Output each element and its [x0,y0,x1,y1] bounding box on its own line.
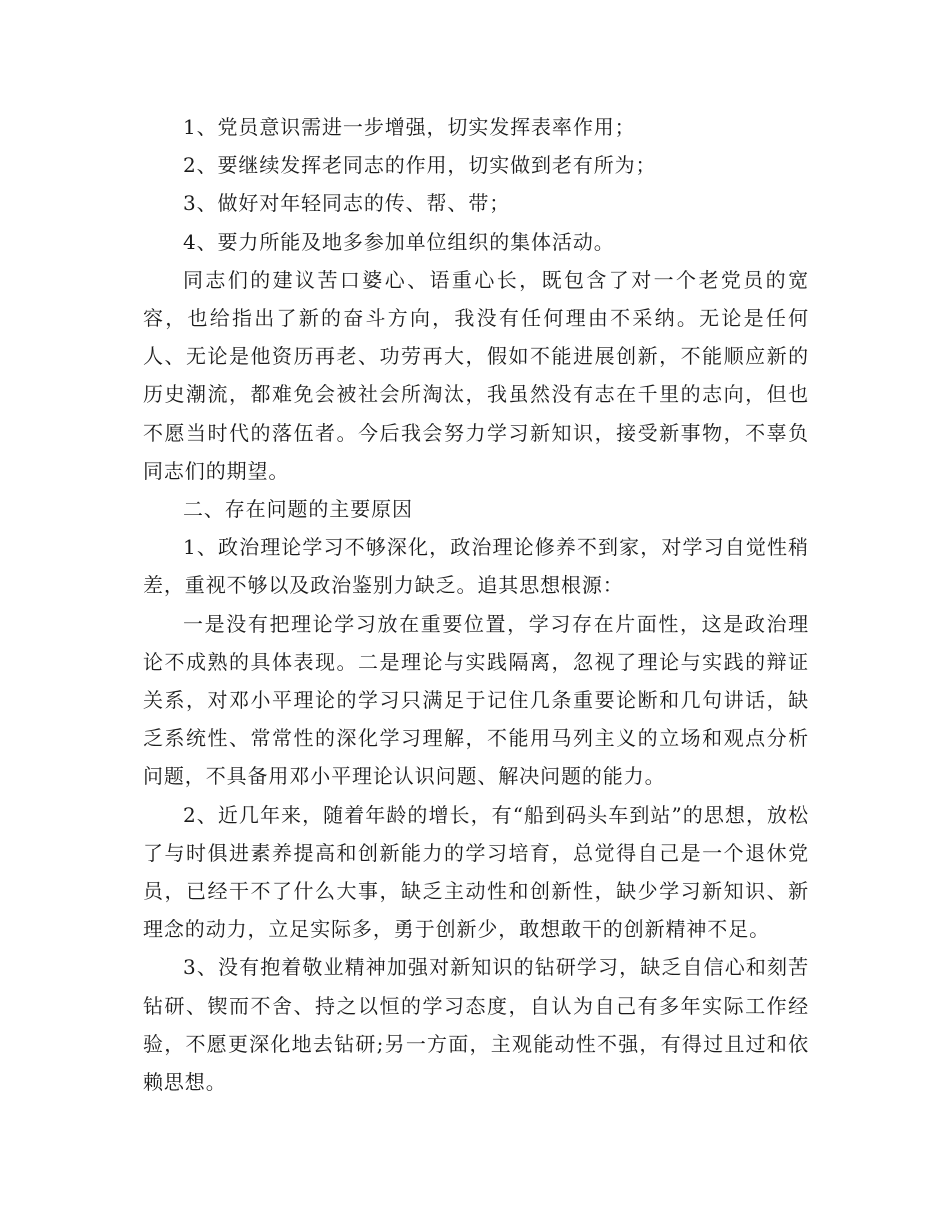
paragraph-10: 3、没有抱着敬业精神加强对新知识的钻研学习，缺乏自信心和刻苦钻研、锲而不舍、持之以恒的学习态度，自认为自己有多年实际工作经验，不愿更深化地去钻研;另一方面，主观能动性不强，有得过且过和依赖思想。 [143,955,809,1095]
paragraph-3: 3、做好对年轻同志的传、帮、带； [183,191,511,216]
paragraph-5: 同志们的建议苦口婆心、语重心长，既包含了对一个老党员的宽容，也给指出了新的奋斗方向，我没有任何理由不采纳。无论是任何人、无论是他资历再老、功劳再大，假如不能进展创新，不能顺应新的历史潮流，都难免会被社会所淘汰，我虽然没有志在千里的志向，但也不愿当时代的落伍者。今后我会努力学习新知识，接受新事物，不辜负同志们的期望。 [143,267,809,483]
document-page [143,108,809,1101]
section-heading: 二、存在问题的主要原因 [183,497,413,522]
paragraph-8: 一是没有把理论学习放在重要位置，学习存在片面性，这是政治理论不成熟的具体表现。二是理论与实践隔离，忽视了理论与实践的辩证关系，对邓小平理论的学习只满足于记住几条重要论断和几句讲话，缺乏系统性、常常性的深化学习理解，不能用马列主义的立场和观点分析问题，不具备用邓小平理论认识问题、解决问题的能力。 [143,611,809,789]
paragraph-2: 2、要继续发挥老同志的作用，切实做到老有所为； [183,153,657,178]
paragraph-4: 4、要力所能及地多参加单位组织的集体活动。 [183,229,615,254]
paragraph-9: 2、近几年来，随着年龄的增长，有“船到码头车到站”的思想，放松了与时俱进素养提高和创新能力的学习培育，总觉得自己是一个退休党员，已经干不了什么大事，缺乏主动性和创新性，缺少学习新知识、新理念的动力，立足实际多，勇于创新少，敢想敢干的创新精神不足。 [143,802,809,942]
paragraph-1: 1、党员意识需进一步增强，切实发挥表率作用； [183,115,636,139]
paragraph-7: 1、政治理论学习不够深化，政治理论修养不到家，对学习自觉性稍差，重视不够以及政治鉴别力缺乏。追其思想根源： [143,535,809,598]
